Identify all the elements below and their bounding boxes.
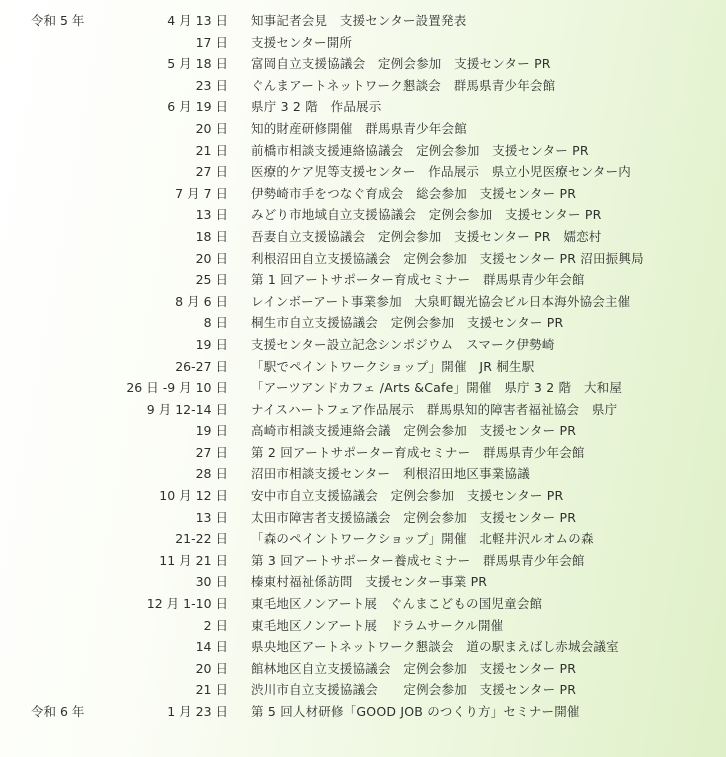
event-description: ぐんまアートネットワーク懇談会 群馬県青少年会館 (251, 77, 556, 93)
schedule-row (0, 183, 726, 205)
event-date: 4 月 13 日 (167, 13, 228, 28)
schedule-row (0, 53, 726, 75)
schedule-row (0, 701, 726, 723)
event-date: 27 日 (195, 164, 228, 180)
event-date: 8 日 (203, 315, 228, 331)
event-date: 19 日 (195, 336, 228, 352)
schedule-row (0, 96, 726, 118)
schedule-row (0, 356, 726, 378)
schedule-row (0, 161, 726, 183)
event-description: 「アーツアンドカフェ /Arts &Cafe」開催 県庁 3 2 階 大和屋 (251, 380, 623, 396)
event-description: 第 5 回人材研修「GOOD JOB のつくり方」セミナー開催 (251, 704, 580, 719)
event-description: 榛東村福祉係訪問 支援センター事業 PR (251, 574, 488, 590)
event-description: 第 2 回アートサポーター育成セミナー 群馬県青少年会館 (251, 444, 585, 460)
era-label: 令和 5 年 (31, 13, 85, 28)
event-description: 支援センター設立記念シンポジウム スマーク伊勢崎 (251, 336, 555, 352)
schedule-row (0, 420, 726, 442)
schedule-row (0, 463, 726, 485)
event-description: レインボーアート事業参加 大泉町観光協会ビル日本海外協会主催 (251, 293, 631, 309)
event-date: 11 月 21 日 (159, 552, 228, 568)
schedule-row (0, 75, 726, 97)
event-description: 東毛地区ノンアート展 ぐんまこどもの国児童会館 (251, 596, 543, 612)
event-description: 知事記者会見 支援センター設置発表 (251, 13, 467, 28)
event-date: 2 日 (203, 617, 228, 633)
event-date: 26-27 日 (175, 358, 228, 374)
schedule-row (0, 291, 726, 313)
event-date: 1 月 23 日 (167, 704, 228, 719)
schedule-row (0, 507, 726, 529)
event-description: 安中市自立支援協議会 定例会参加 支援センター PR (251, 488, 564, 504)
event-description: 「森のペイントワークショップ」開催 北軽井沢ルオムの森 (251, 531, 594, 547)
schedule-row (0, 550, 726, 572)
event-description: 県央地区アートネットワーク懇談会 道の駅まえばし赤城会議室 (251, 639, 619, 655)
event-description: 支援センター開所 (251, 34, 353, 50)
schedule-row (0, 334, 726, 356)
schedule-row (0, 226, 726, 248)
event-date: 19 日 (195, 423, 228, 439)
event-description: 知的財産研修開催 群馬県青少年会館 (251, 120, 467, 136)
event-date: 9 月 12-14 日 (146, 401, 228, 417)
schedule-row (0, 679, 726, 701)
schedule-row (0, 377, 726, 399)
schedule-row (0, 312, 726, 334)
event-date: 8 月 6 日 (175, 293, 228, 309)
event-date: 13 日 (195, 509, 228, 525)
event-description: 高崎市相談支援連絡会議 定例会参加 支援センター PR (251, 423, 577, 439)
event-description: 沼田市相談支援センター 利根沼田地区事業協議 (251, 466, 530, 482)
event-date: 12 月 1-10 日 (146, 596, 228, 612)
event-date: 7 月 7 日 (175, 185, 228, 201)
event-date: 13 日 (195, 207, 228, 223)
schedule-row (0, 269, 726, 291)
event-description: 吾妻自立支援協議会 定例会参加 支援センター PR 嬬恋村 (251, 228, 602, 244)
event-description: 第 1 回アートサポーター育成セミナー 群馬県青少年会館 (251, 272, 585, 288)
era-label: 令和 6 年 (31, 704, 85, 719)
event-description: 「駅でペイントワークショップ」開催 JR 桐生駅 (251, 358, 535, 374)
event-date: 21 日 (195, 142, 228, 158)
schedule-row (0, 140, 726, 162)
schedule-row (0, 204, 726, 226)
event-date: 5 月 18 日 (167, 56, 228, 72)
event-description: 第 3 回アートサポーター養成セミナー 群馬県青少年会館 (251, 552, 585, 568)
event-date: 28 日 (195, 466, 228, 482)
event-description: 前橋市相談支援連絡協議会 定例会参加 支援センター PR (251, 142, 589, 158)
event-date: 18 日 (195, 228, 228, 244)
event-date: 23 日 (195, 77, 228, 93)
event-description: 館林地区自立支援協議会 定例会参加 支援センター PR (251, 660, 577, 676)
event-date: 30 日 (195, 574, 228, 590)
event-description: 利根沼田自立支援協議会 定例会参加 支援センター PR 沼田振興局 (251, 250, 644, 266)
schedule-row (0, 485, 726, 507)
event-date: 6 月 19 日 (167, 99, 228, 115)
event-description: みどり市地域自立支援協議会 定例会参加 支援センター PR (251, 207, 602, 223)
event-date: 21 日 (195, 682, 228, 698)
event-date: 14 日 (195, 639, 228, 655)
event-description: ナイスハートフェア作品展示 群馬県知的障害者福祉協会 県庁 (251, 401, 618, 417)
event-date: 20 日 (195, 660, 228, 676)
event-description: 東毛地区ノンアート展 ドラムサークル開催 (251, 617, 504, 633)
event-description: 伊勢崎市手をつなぐ育成会 総会参加 支援センター PR (251, 185, 577, 201)
event-date: 17 日 (195, 34, 228, 50)
event-description: 桐生市自立支援協議会 定例会参加 支援センター PR (251, 315, 564, 331)
event-date: 25 日 (195, 272, 228, 288)
event-date: 26 日 -9 月 10 日 (126, 380, 228, 396)
event-date: 27 日 (195, 444, 228, 460)
event-description: 県庁 3 2 階 作品展示 (251, 99, 382, 115)
schedule-row (0, 248, 726, 270)
event-description: 医療的ケア児等支援センター 作品展示 県立小児医療センター内 (251, 164, 632, 180)
schedule-row (0, 571, 726, 593)
schedule-row (0, 658, 726, 680)
schedule-row (0, 442, 726, 464)
event-description: 太田市障害者支援協議会 定例会参加 支援センター PR (251, 509, 577, 525)
event-date: 10 月 12 日 (159, 488, 228, 504)
event-date: 20 日 (195, 250, 228, 266)
event-description: 渋川市自立支援協議会 定例会参加 支援センター PR (251, 682, 577, 698)
event-date: 20 日 (195, 120, 228, 136)
schedule-row (0, 528, 726, 550)
schedule-row (0, 636, 726, 658)
event-description: 富岡自立支援協議会 定例会参加 支援センター PR (251, 56, 551, 72)
schedule-row (0, 593, 726, 615)
schedule-row (0, 615, 726, 637)
event-date: 21-22 日 (175, 531, 228, 547)
schedule-row (0, 32, 726, 54)
schedule-row (0, 118, 726, 140)
schedule-row (0, 399, 726, 421)
schedule-row (0, 10, 726, 32)
